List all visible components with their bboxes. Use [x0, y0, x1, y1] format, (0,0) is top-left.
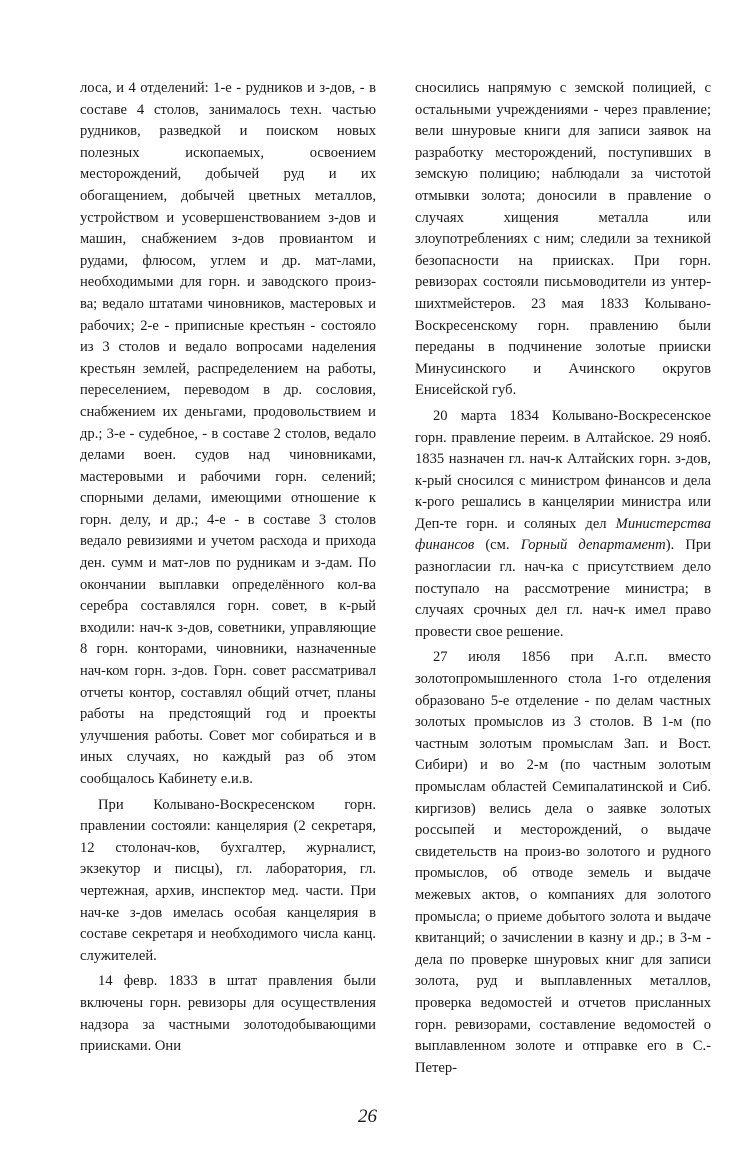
paragraph-left-1: лоса, и 4 отделений: 1-е - рудников и з-дов, - в составе 4 столов, занималось техн. частью рудников, разведкой и поиском новых полезных ископаемых, освоением месторождений, добычей руд и их обогащением, добычей цветных металлов, устройством и усовершенствованием з-дов и машин, снабжением з-дов провиантом и рудами, флюсом, углем и др. мат-лами, необходимыми для горн. и заводского произ-ва; ведало штатами чиновников, мастеровых и рабочих; 2-е - приписные крестьян - состояло из 3 столов и ведало вопросами наделения крестьян землей, распределением на работы, переселением, переводом в др. сословия, снабжением их деньгами, продовольствием и др.; 3-е - судебное, - в составе 2 столов, ведало делами воен. судов над чиновниками, мастеровыми и рабочими горн. селений; спорными делами, имеющими отношение к горн. делу, и др.; 4-е - в составе 3 столов ведало ревизиями и учетом расхода и прихода ден. сумм и мат-лов по рудникам и з-дам. По окончании выплавки определённого кол-ва серебра составлялся горн. совет, в к-рый входили: нач-к з-дов, советники, управляющие 8 горн. конторами, чиновники, назначенные нач-ком горн. з-дов. Горн. совет рассматривал отчеты контор, составлял общий отчет, планы работы на предстоящий год и проекты улучшения работы. Совет мог собираться и в иных случаях, но каждый раз об этом сообщалось Кабинету е.и.в. — [80, 80, 376, 787]
paragraph-right-3: 27 июля 1856 при А.г.п. вместо золотопромышленного стола 1-го отделения образовано 5-е отделение - по делам частных золотых промыслов из 3 столов. В 1-м (по частным золотым промыслам Зап. и Вост. Сибири) и во 2-м (по частным золотым промыслам областей Семипалатинской и Сиб. киргизов) велись дела о заявке золотых россыпей и месторождений, о выдаче свидетельств на произ-во золотого и рудного промыслов, об отводе земель и выдаче межевых актов, о компаниях для золотого промысла; о приеме добытого золота и выдаче квитанций; о зачислении в казну и др.; в 3-м - дела по проверке шнуровых книг для записи золота, руд и выплавленных металлов, проверка ведомостей и отчетов присланных горн. ревизорами, составление ведомостей о выплавленном золоте и отправке его в С.-Петер- — [415, 649, 711, 1076]
paragraph-right-2-part-c: ). При разногласии гл. нач-ка с присутствием дело поступало на рассмотрение министра; в случаях срочных дел гл. нач-к имел право провести свое решение. — [415, 537, 711, 640]
right-text-column — [415, 78, 711, 1079]
left-text-column — [80, 78, 376, 1058]
page-number: 26 — [358, 1106, 377, 1127]
paragraph-right-2-part-a: 20 марта 1834 Колывано-Воскресенское горн. правление переим. в Алтайское. 29 нояб. 1835 назначен гл. нач-к Алтайских горн. з-дов, к-рый сносился с министром финансов и дела к-рого решались в канцелярии министра или Деп-те горн. и соляных дел — [415, 407, 711, 532]
paragraph-right-2 — [415, 406, 711, 644]
ministry-of-finance-term: Министерства финансов — [415, 515, 711, 554]
mining-department-term: Горный департамент — [520, 537, 666, 554]
paragraph-left-2: При Колывано-Воскресенском горн. правлении состояли: канцелярия (2 секретаря, 12 столонач-ков, бухгалтер, журналист, экзекутор и писцы), гл. лаборатория, гл. чертежная, архив, инспектор мед. части. При нач-ке з-дов имелась особая канцелярия в составе секретаря и необходимого числа канц. служителей. — [80, 796, 376, 964]
paragraph-right-2-part-b: (см. — [474, 537, 521, 554]
paragraph-left-3: 14 февр. 1833 в штат правления были включены горн. ревизоры для осуществления надзора за частными золотодобывающими приисками. Они — [80, 973, 376, 1055]
paragraph-right-1: сносились напрямую с земской полицией, с остальными учреждениями - через правление; вели шнуровые книги для записи заявок на разработку месторождений, поступивших в земскую полицию; наблюдали за чистотой отмывки золота; доносили в правление о случаях хищения металла или злоупотреблениях с ним; следили за техникой безопасности на приисках. При горн. ревизорах состояли письмоводители из унтер-шихтмейстеров. 23 мая 1833 Колывано-Воскресенскому горн. правлению были переданы в подчинение золотые прииски Минусинского и Ачинского округов Енисейской губ. — [415, 80, 711, 399]
